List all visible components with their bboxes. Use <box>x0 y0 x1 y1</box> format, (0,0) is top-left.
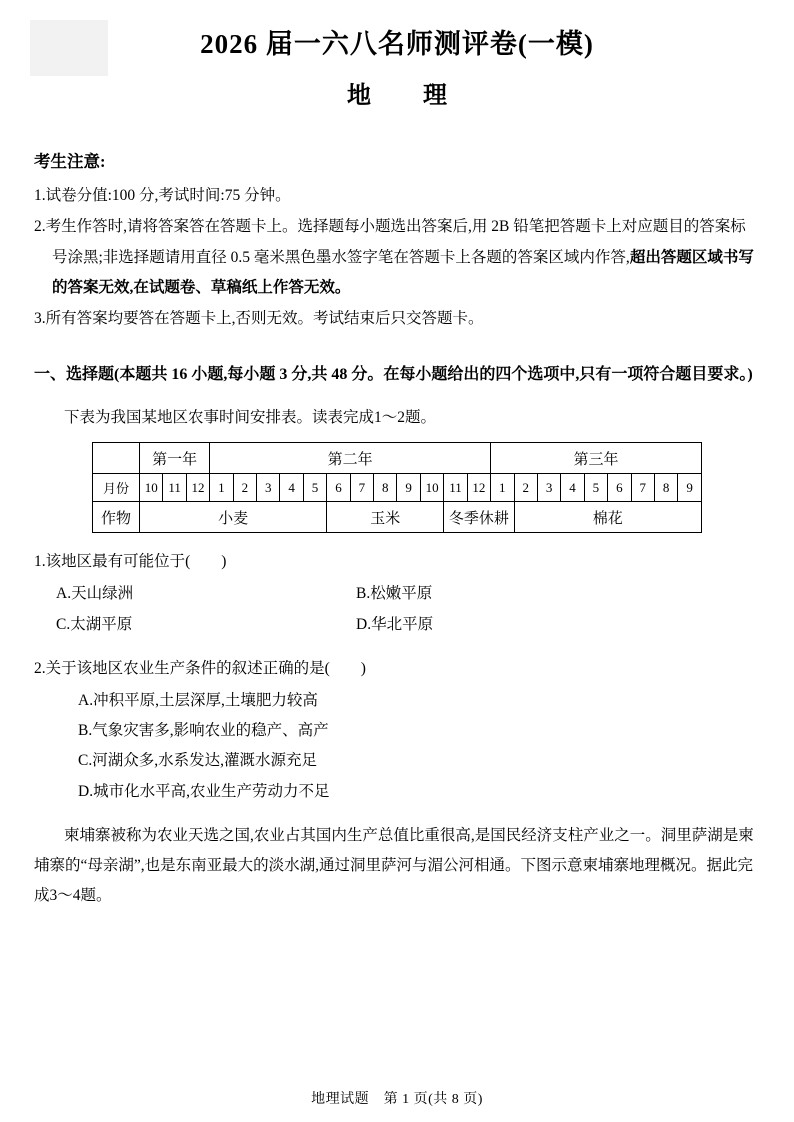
question-2-option-b[interactable]: B.气象灾害多,影响农业的稳产、高产 <box>78 722 329 740</box>
question-2-option-d[interactable]: D.城市化水平高,农业生产劳动力不足 <box>78 782 330 800</box>
school-logo <box>30 20 108 76</box>
question-2-stem: 2.关于该地区农业生产条件的叙述正确的是( ) <box>34 659 366 677</box>
question-1 <box>34 547 760 640</box>
table-header-month: 月份 <box>93 474 140 502</box>
question-2-option-c[interactable]: C.河湖众多,水系发达,灌溉水源充足 <box>78 752 317 770</box>
table-cell-year-2: 第二年 <box>210 443 491 474</box>
table-cell-month: 8 <box>654 474 677 502</box>
question-1-option-d[interactable]: D.华北平原 <box>356 615 434 633</box>
question-1-option-c[interactable]: C.太湖平原 <box>56 615 133 633</box>
table-cell-crop-cotton: 棉花 <box>514 502 702 533</box>
table-row <box>93 443 702 474</box>
farming-schedule-table <box>92 442 702 533</box>
table-cell-month: 11 <box>163 474 186 502</box>
table-cell-month: 5 <box>303 474 326 502</box>
passage-cambodia: 柬埔寨被称为农业天选之国,农业占其国内生产总值比重很高,是国民经济支柱产业之一。洞里萨湖是柬埔寨的“母亲湖”,也是东南亚最大的淡水湖,通过洞里萨河与湄公河相通。下图示意柬埔寨地理概况。据此完成3～4题。 <box>34 826 754 905</box>
question-1-options <box>56 579 760 639</box>
table-cell-month: 7 <box>631 474 654 502</box>
question-1-stem: 1.该地区最有可能位于( ) <box>34 553 227 571</box>
option-row <box>56 610 760 640</box>
question-1-option-b[interactable]: B.松嫩平原 <box>356 585 433 603</box>
section-title-choice: 一、选择题(本题共 16 小题,每小题 3 分,共 48 分。在每小题给出的四个选项中,只有一项符合题目要求。) <box>34 366 753 384</box>
notice-item-2-bold: 超出答题区域书写的答案无效,在试题卷、草稿纸上作答无效。 <box>52 248 754 296</box>
table-cell-month: 9 <box>678 474 702 502</box>
table-cell-empty <box>93 443 140 474</box>
table-cell-month: 3 <box>537 474 560 502</box>
table-cell-crop-wheat: 小麦 <box>140 502 327 533</box>
table-row <box>93 502 702 533</box>
table-cell-month: 10 <box>420 474 443 502</box>
table-lead-text: 下表为我国某地区农事时间安排表。读表完成1～2题。 <box>64 408 437 426</box>
table-cell-month: 11 <box>444 474 467 502</box>
table-cell-month: 5 <box>584 474 607 502</box>
table-cell-crop-fallow: 冬季休耕 <box>444 502 514 533</box>
table-cell-month: 1 <box>491 474 514 502</box>
notice-item-1: 1.试卷分值:100 分,考试时间:75 分钟。 <box>34 187 291 205</box>
table-cell-month: 7 <box>350 474 373 502</box>
table-cell-month: 10 <box>140 474 163 502</box>
table-cell-crop-corn: 玉米 <box>327 502 444 533</box>
table-cell-month: 3 <box>257 474 280 502</box>
table-cell-month: 12 <box>467 474 490 502</box>
notice-item-2 <box>34 212 760 303</box>
table-cell-month: 9 <box>397 474 420 502</box>
question-2 <box>34 654 760 807</box>
table-cell-month: 2 <box>233 474 256 502</box>
question-2-options <box>56 686 760 807</box>
notice-item-2-text: 2.考生作答时,请将答案答在答题卡上。选择题每小题选出答案后,用 2B 铅笔把答题卡上对应题目的答案标号涂黑;非选择题请用直径 0.5 毫米黑色墨水签字笔在答题卡上各题的答案区域内作答, <box>34 218 746 266</box>
table-row <box>93 474 702 502</box>
table-cell-month: 8 <box>374 474 397 502</box>
table-cell-month: 6 <box>608 474 631 502</box>
subject-title: 地 理 <box>347 83 461 109</box>
candidate-notice <box>34 146 760 334</box>
table-cell-month: 1 <box>210 474 233 502</box>
table-header-crop: 作物 <box>93 502 140 533</box>
table-cell-year-1: 第一年 <box>140 443 210 474</box>
table-cell-month: 4 <box>280 474 303 502</box>
table-cell-month: 4 <box>561 474 584 502</box>
page-title: 2026 届一六八名师测评卷(一模) <box>200 29 594 59</box>
question-2-option-a[interactable]: A.冲积平原,土层深厚,土壤肥力较高 <box>78 691 318 709</box>
notice-item-3: 3.所有答案均要答在答题卡上,否则无效。考试结束后只交答题卡。 <box>34 310 484 328</box>
page-footer: 地理试题 第 1 页(共 8 页) <box>311 1092 483 1107</box>
notice-title: 考生注意: <box>34 152 106 171</box>
table-cell-month: 12 <box>186 474 209 502</box>
question-1-option-a[interactable]: A.天山绿洲 <box>56 585 134 603</box>
option-row <box>56 579 760 609</box>
table-cell-month: 2 <box>514 474 537 502</box>
table-cell-year-3: 第三年 <box>491 443 702 474</box>
table-cell-month: 6 <box>327 474 350 502</box>
